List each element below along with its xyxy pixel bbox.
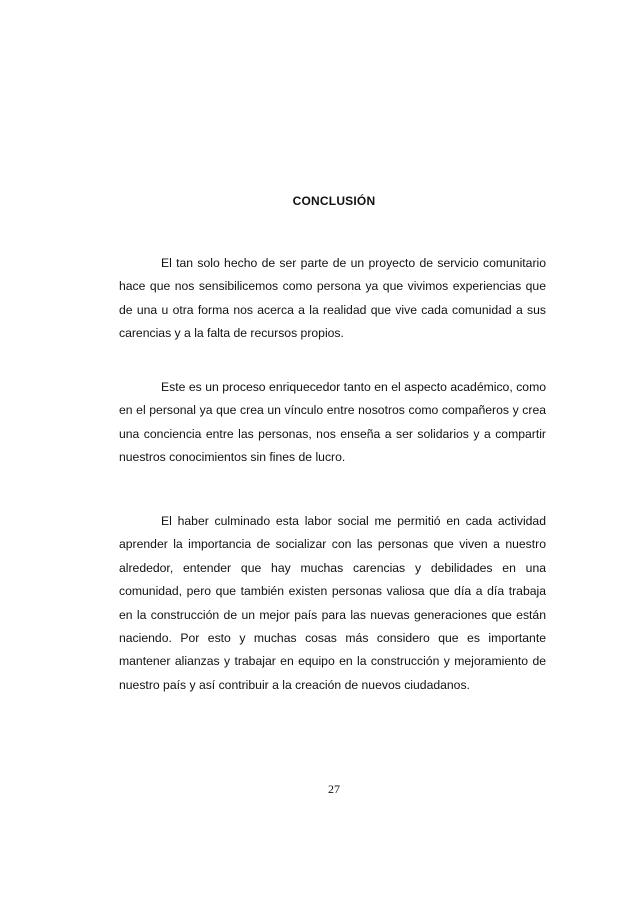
paragraph-2: Este es un proceso enriquecedor tanto en el aspecto académico, como en el personal ya que crea un vínculo entre nosotros como compañeros y crea una conciencia entre las personas, nos enseña a ser solidarios y a compartir nuestros conocimientos sin fines de lucro. (119, 380, 546, 465)
paragraph-1: El tan solo hecho de ser parte de un proyecto de servicio comunitario hace que nos sensibilicemos como persona ya que vivimos experiencias que de una u otra forma nos acerca a la realidad que vive cada comunidad a sus carencias y a la falta de recursos propios. (119, 256, 546, 341)
page-title: CONCLUSIÓN (292, 194, 376, 208)
page-number: 27 (328, 782, 340, 796)
paragraph-3: El haber culminado esta labor social me permitió en cada actividad aprender la importancia de socializar con las personas que viven a nuestro alrededor, entender que hay muchas carencias y debilidades en una comunidad, pero que también existen personas valiosa que día a día trabaja en la construcción de un mejor país para las nuevas generaciones que están naciendo. Por esto y muchas cosas más considero que es importante mantener alianzas y trabajar en equipo en la construcción y mejoramiento de nuestro país y así contribuir a la creación de nuevos ciudadanos. (119, 514, 546, 692)
